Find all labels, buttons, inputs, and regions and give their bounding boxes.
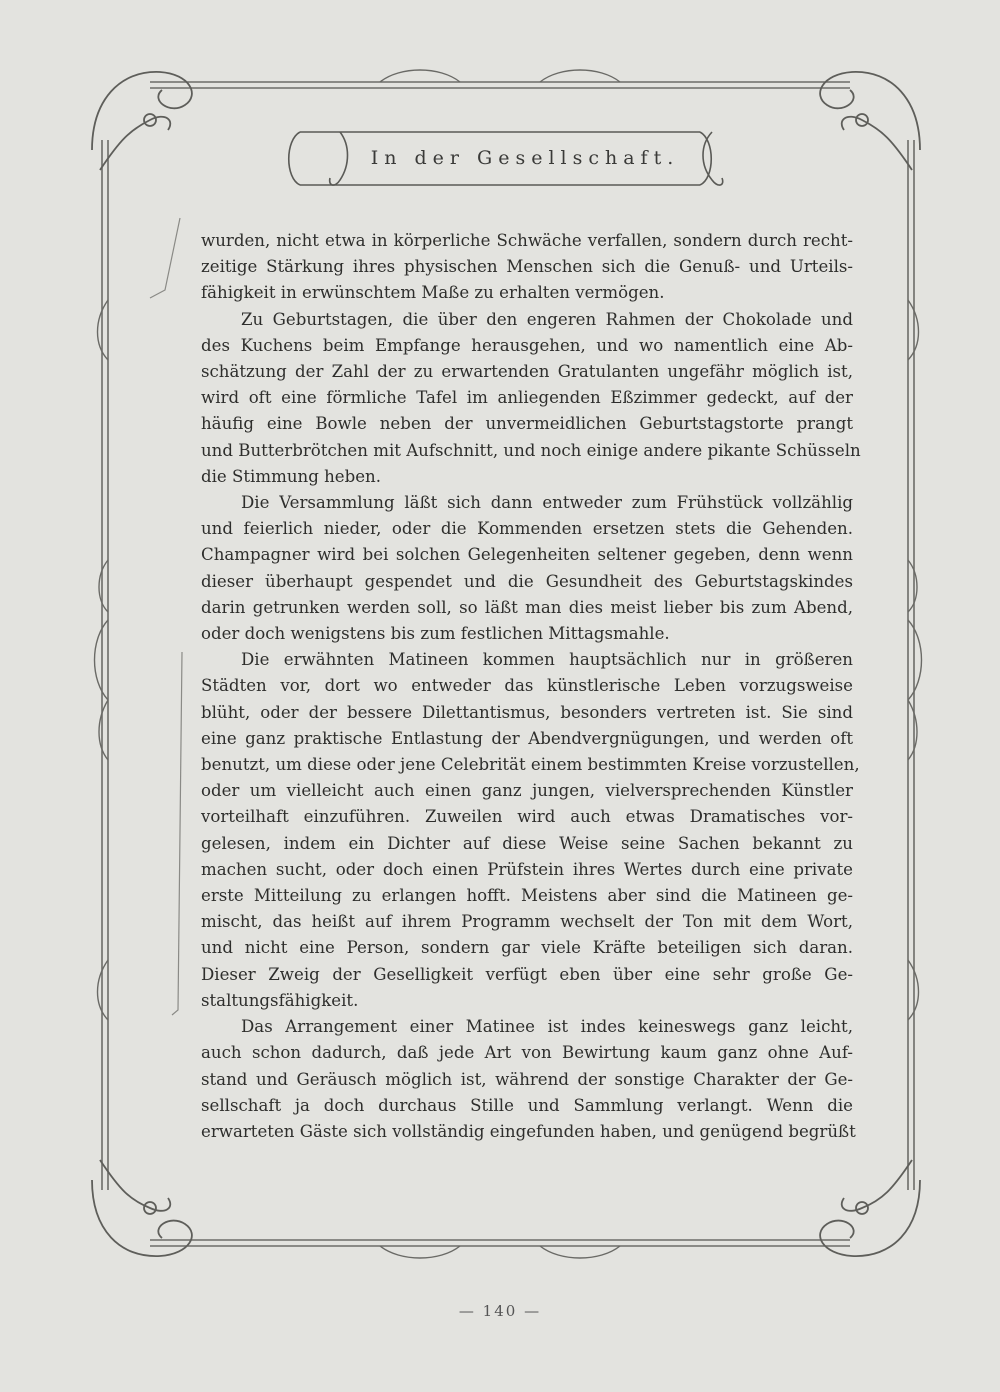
text-line: eine ganz praktische Entlastung der Abendvergnügungen, und werden oft <box>201 728 853 748</box>
text-line: wurden, nicht etwa in körperliche Schwäche verfallen, sondern durch recht- <box>201 231 853 250</box>
paragraph-3 <box>201 490 853 647</box>
body-text <box>201 228 861 1145</box>
paragraph-5 <box>201 1014 856 1145</box>
text-line: gelesen, indem ein Dichter auf diese Weise seine Sachen bekannt zu <box>201 833 853 853</box>
text-line: erwarteten Gäste sich vollständig eingefunden haben, und genügend begrüßt <box>201 1121 856 1141</box>
text-line: fähigkeit in erwünschtem Maße zu erhalten vermögen. <box>201 283 665 303</box>
text-line: blüht, oder der bessere Dilettantismus, besonders vertreten ist. Sie sind <box>201 702 853 722</box>
text-line: Zu Geburtstagen, die über den engeren Rahmen der Chokolade und <box>241 309 853 329</box>
text-line: oder um vielleicht auch einen ganz jungen, vielversprechenden Künstler <box>201 781 853 801</box>
text-line: zeitige Stärkung ihres physischen Menschen sich die Genuß- und Urteils- <box>201 257 853 277</box>
text-line: häufig eine Bowle neben der unvermeidlichen Geburtstagstorte prangt <box>201 414 853 434</box>
text-line: Das Arrangement einer Matinee ist indes keineswegs ganz leicht, <box>241 1017 853 1037</box>
paragraph-1 <box>201 228 853 307</box>
text-line: die Stimmung heben. <box>201 466 382 486</box>
text-line: des Kuchens beim Empfange herausgehen, und wo namentlich eine Ab- <box>201 335 853 355</box>
text-line: sellschaft ja doch durchaus Stille und Sammlung verlangt. Wenn die <box>201 1095 853 1115</box>
text-line: staltungsfähigkeit. <box>201 990 359 1010</box>
paragraph-2 <box>201 307 861 490</box>
paragraph-4 <box>201 647 860 1014</box>
text-line: benutzt, um diese oder jene Celebrität einem bestimmten Kreise vorzustellen, <box>201 755 860 775</box>
text-line: vorteilhaft einzuführen. Zuweilen wird auch etwas Dramatisches vor- <box>201 807 853 827</box>
running-header: In der Gesellschaft. <box>370 147 680 169</box>
text-line: stand und Geräusch möglich ist, während der sonstige Charakter der Ge- <box>201 1069 853 1089</box>
text-line: darin getrunken werden soll, so läßt man dies meist lieber bis zum Abend, <box>201 597 853 617</box>
text-line: und nicht eine Person, sondern gar viele Kräfte beteiligen sich daran. <box>201 938 853 958</box>
text-line: wird oft eine förmliche Tafel im anliegenden Eßzimmer gedeckt, auf der <box>201 388 853 408</box>
text-line: machen sucht, oder doch einen Prüfstein ihres Wertes durch eine private <box>201 859 853 879</box>
text-line: mischt, das heißt auf ihrem Programm wechselt der Ton mit dem Wort, <box>201 912 853 932</box>
text-line: erste Mitteilung zu erlangen hofft. Meistens aber sind die Matineen ge- <box>201 886 853 906</box>
margin-pencil-marks <box>150 218 182 1015</box>
text-line: Champagner wird bei solchen Gelegenheiten seltener gegeben, denn wenn <box>201 545 853 565</box>
text-line: und Butterbrötchen mit Aufschnitt, und noch einige andere pikante Schüsseln <box>201 440 861 460</box>
text-line: oder doch wenigstens bis zum festlichen Mittagsmahle. <box>201 624 670 644</box>
text-line: dieser überhaupt gespendet und die Gesundheit des Geburtstagskindes <box>201 571 853 591</box>
text-line: auch schon dadurch, daß jede Art von Bewirtung kaum ganz ohne Auf- <box>201 1043 853 1063</box>
page-number: — 140 — <box>458 1302 542 1320</box>
text-line: Städten vor, dort wo entweder das künstlerische Leben vorzugsweise <box>201 676 853 696</box>
text-line: Dieser Zweig der Geselligkeit verfügt eben über eine sehr große Ge- <box>201 964 853 984</box>
text-line: und feierlich nieder, oder die Kommenden ersetzen stets die Gehenden. <box>201 519 853 539</box>
text-line: Die erwähnten Matineen kommen hauptsächlich nur in größeren <box>241 650 853 670</box>
text-line: Die Versammlung läßt sich dann entweder zum Frühstück vollzählig <box>241 493 853 513</box>
text-line: schätzung der Zahl der zu erwartenden Gratulanten ungefähr möglich ist, <box>201 362 853 382</box>
